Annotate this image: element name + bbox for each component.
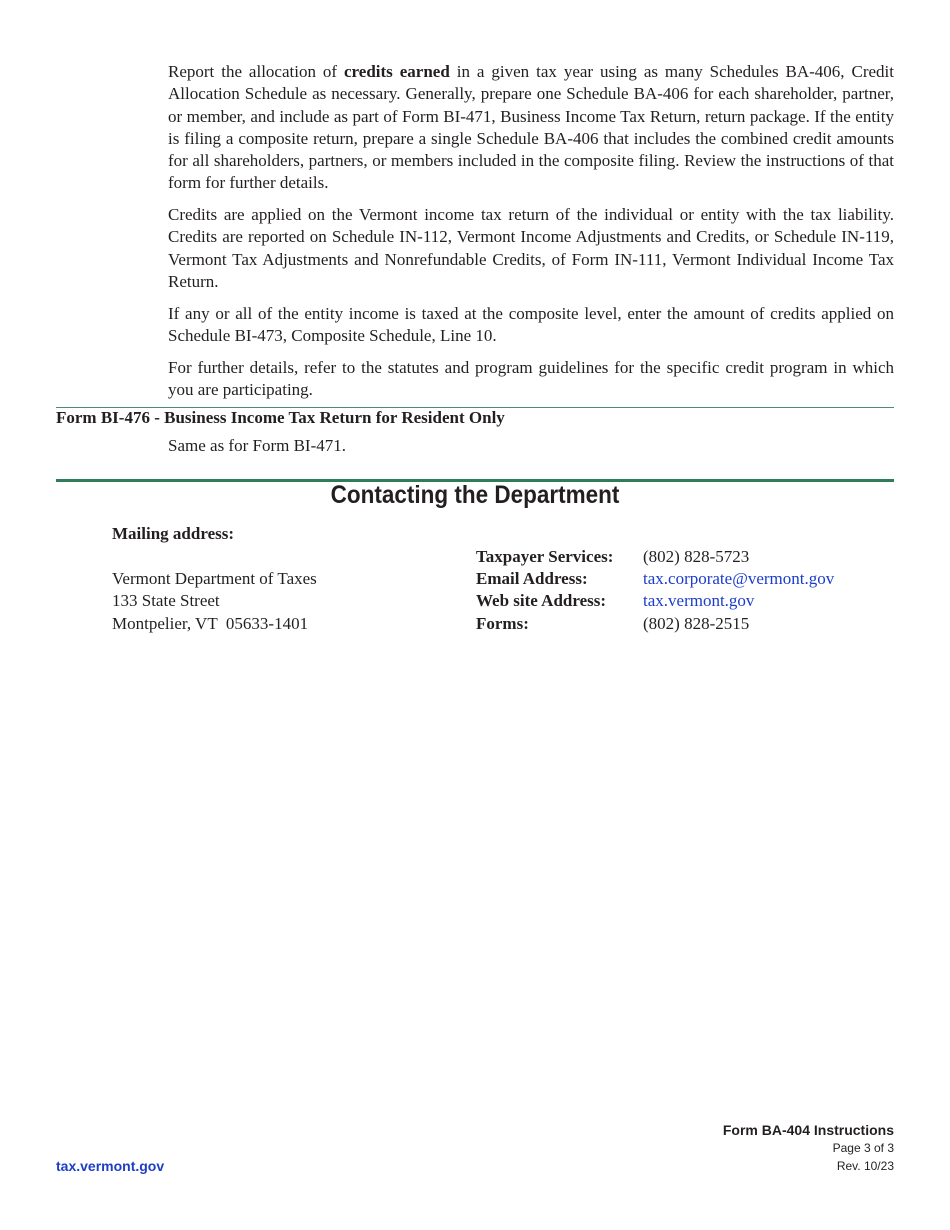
email-address-link[interactable]: tax.corporate@vermont.gov <box>643 569 835 588</box>
taxpayer-services-phone: (802) 828-5723 <box>643 547 750 566</box>
address-line-city: Montpelier, VT 05633-1401 <box>112 614 309 633</box>
email-address-label: Email Address: <box>476 569 588 588</box>
credits-applied-paragraph: Credits are applied on the Vermont income tax return of the individual or entity with the tax liability. Credits are reported on Schedule IN-112, Vermont Income Adjustments and Credits, or Schedule IN-119, Vermont Tax Adjustments and Nonrefundable Credits, of Form IN-111, Vermont Individual Income Tax Return. <box>168 205 894 291</box>
credits-earned-emphasis: credits earned <box>344 62 450 81</box>
footer-form-title: Form BA-404 Instructions <box>722 1122 894 1138</box>
form-bi476-note: Same as for Form BI-471. <box>168 436 347 455</box>
footer-website-link[interactable]: tax.vermont.gov <box>56 1158 165 1174</box>
p1-text-after: in a given tax year using as many Schedules BA-406, Credit Allocation Schedule as necessary. Generally, prepare one Schedule BA-406 for each shareholder, partner, or member, and include as part of Form BI-471, Business Income Tax Return, return package. If the entity is filing a composite return, prepare a single Schedule BA-406 that includes the combined credit amounts for all shareholders, partners, or members included in the composite filing. Review the instructions of that form for further details. <box>168 62 894 193</box>
composite-level-paragraph: If any or all of the entity income is taxed at the composite level, enter the amount of credits applied on Schedule BI-473, Composite Schedule, Line 10. <box>168 304 894 346</box>
footer-page-number: Page 3 of 3 <box>832 1141 894 1155</box>
contact-section-title: Contacting the Department <box>330 481 620 509</box>
p1-text-before: Report the allocation of <box>168 62 345 81</box>
footer-form-info <box>723 1121 894 1175</box>
website-address-link[interactable]: tax.vermont.gov <box>643 591 755 610</box>
taxpayer-services-label: Taxpayer Services: <box>476 547 614 566</box>
forms-phone: (802) 828-2515 <box>643 614 750 633</box>
further-details-paragraph: For further details, refer to the statutes and program guidelines for the specific credit program in which you are participating. <box>168 358 894 400</box>
footer-revision: Rev. 10/23 <box>836 1159 894 1173</box>
mailing-address-label: Mailing address: <box>112 524 235 543</box>
credit-allocation-paragraph <box>168 61 894 195</box>
form-bi476-heading: Form BI-476 - Business Income Tax Return for Resident Only <box>56 408 505 427</box>
website-address-label: Web site Address: <box>476 591 607 610</box>
address-line-street: 133 State Street <box>112 591 220 610</box>
address-line-department: Vermont Department of Taxes <box>112 569 317 588</box>
forms-label: Forms: <box>476 614 529 633</box>
